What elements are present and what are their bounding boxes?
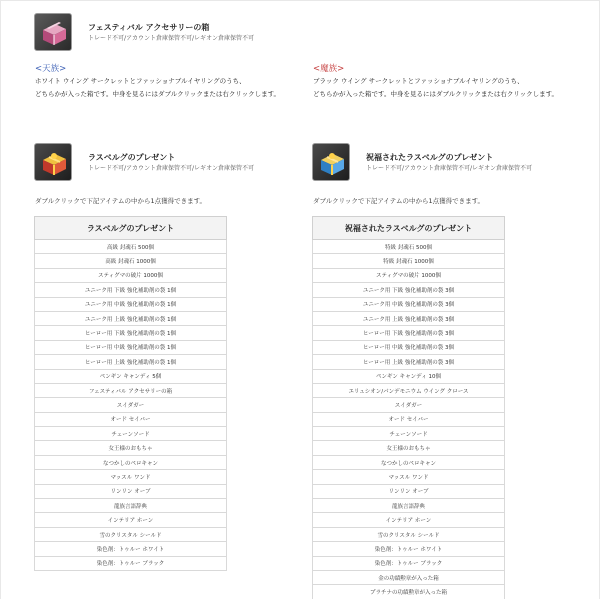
table-row <box>313 513 505 527</box>
table-cell: 高級 封魂石 500個 <box>35 240 227 254</box>
table-cell: スイダガー <box>35 398 227 412</box>
table-row <box>35 254 227 268</box>
table-row <box>313 355 505 369</box>
dark-race-line2: どちらかが入った箱です。中身を見るにはダブルクリックまたは右クリックします。 <box>313 90 559 98</box>
table-cell: チェーンソード <box>313 427 505 441</box>
table-cell: エリュシオン/パンデモニウム ウイング クロース <box>313 383 505 397</box>
table-cell: ヒーロー用 下級 強化補助剤の袋 3個 <box>313 326 505 340</box>
blessed-rasberg-present-table <box>312 216 505 599</box>
table-row <box>313 484 505 498</box>
table-cell: ユニーク用 下級 強化補助剤の袋 1個 <box>35 283 227 297</box>
rasberg-present-description: ダブルクリックで下記アイテムの中から1点獲得できます。 <box>35 197 207 205</box>
table-cell: オード セイバー <box>35 412 227 426</box>
table-row <box>313 326 505 340</box>
table-row <box>35 412 227 426</box>
table-row <box>35 311 227 325</box>
table-row <box>313 527 505 541</box>
table-cell: プラチナの功績勲章が入った箱 <box>313 585 505 599</box>
table-cell: 女王様のおもちゃ <box>313 441 505 455</box>
table-cell: ペンギン キャンディ 10個 <box>313 369 505 383</box>
table-cell: 染色剤：トゥルー ホワイト <box>35 542 227 556</box>
table-cell: 金の功績勲章が入った箱 <box>313 570 505 584</box>
table-cell: チェーンソード <box>35 427 227 441</box>
table-row <box>35 441 227 455</box>
dark-race-tag: <魔族> <box>313 64 345 74</box>
festival-box-title: フェスティバル アクセサリーの箱 <box>88 22 210 32</box>
table-cell: ヒーロー用 中級 強化補助剤の袋 3個 <box>313 340 505 354</box>
table-cell: ユニーク用 中級 強化補助剤の袋 1個 <box>35 297 227 311</box>
table-cell: 染色剤：トゥルー ブラック <box>35 556 227 570</box>
table-cell: なつかしのペロキャン <box>35 455 227 469</box>
festival-box-item <box>34 13 254 51</box>
table-cell: 特級 封魂石 500個 <box>313 240 505 254</box>
table-row <box>313 585 505 599</box>
table-cell: リンリン オーブ <box>313 484 505 498</box>
table-cell: なつかしのペロキャン <box>313 455 505 469</box>
table-row <box>313 470 505 484</box>
table-cell: 雪のクリスタル シールド <box>313 527 505 541</box>
table-cell: 女王様のおもちゃ <box>35 441 227 455</box>
table-cell: ユニーク用 上級 強化補助剤の袋 3個 <box>313 311 505 325</box>
table-cell: スティグマの破片 1000個 <box>313 268 505 282</box>
table-cell: 特級 封魂石 1000個 <box>313 254 505 268</box>
table-cell: ユニーク用 中級 強化補助剤の袋 3個 <box>313 297 505 311</box>
light-race-block <box>35 63 280 101</box>
table-row <box>313 283 505 297</box>
table-row <box>35 542 227 556</box>
table-row <box>35 297 227 311</box>
blessed-rasberg-present-description: ダブルクリックで下記アイテムの中から1点獲得できます。 <box>313 197 485 205</box>
rasberg-table-header: ラスベルグのプレゼント <box>35 217 227 240</box>
light-race-line2: どちらかが入った箱です。中身を見るにはダブルクリックまたは右クリックします。 <box>35 90 281 98</box>
table-cell: マッスル ワンド <box>35 470 227 484</box>
rasberg-present-title: ラスベルグのプレゼント <box>88 152 176 162</box>
table-row <box>313 311 505 325</box>
table-row <box>35 499 227 513</box>
blessed-rasberg-present-item <box>312 143 532 181</box>
table-cell: 龍族言語辞典 <box>313 499 505 513</box>
table-row <box>35 283 227 297</box>
gift-box-blue-icon <box>312 143 350 181</box>
festival-box-icon <box>34 13 72 51</box>
table-cell: ヒーロー用 上級 強化補助剤の袋 1個 <box>35 355 227 369</box>
table-cell: ヒーロー用 下級 強化補助剤の袋 1個 <box>35 326 227 340</box>
table-row <box>35 556 227 570</box>
table-cell: フェスティバル アクセサリーの箱 <box>35 383 227 397</box>
table-row <box>35 484 227 498</box>
table-cell: ヒーロー用 中級 強化補助剤の袋 1個 <box>35 340 227 354</box>
table-row <box>313 297 505 311</box>
table-row <box>313 455 505 469</box>
table-row <box>313 340 505 354</box>
table-cell: ヒーロー用 上級 強化補助剤の袋 3個 <box>313 355 505 369</box>
table-row <box>313 412 505 426</box>
table-cell: ユニーク用 上級 強化補助剤の袋 1個 <box>35 311 227 325</box>
table-row <box>313 240 505 254</box>
gift-box-red-icon <box>34 143 72 181</box>
table-row <box>35 340 227 354</box>
light-race-line1: ホワイト ウイング サークレットとファッショナブルイヤリングのうち、 <box>35 77 246 85</box>
table-cell: 染色剤：トゥルー ホワイト <box>313 542 505 556</box>
table-row <box>35 240 227 254</box>
blessed-rasberg-table-header: 祝福されたラスベルグのプレゼント <box>313 217 505 240</box>
table-row <box>313 556 505 570</box>
rasberg-present-subtitle: トレード不可/アカウント倉庫保管不可/レギオン倉庫保管不可 <box>88 164 254 172</box>
table-cell: オード セイバー <box>313 412 505 426</box>
table-row <box>313 499 505 513</box>
table-row <box>313 369 505 383</box>
table-row <box>313 268 505 282</box>
table-row <box>35 513 227 527</box>
table-cell: 染色剤：トゥルー ブラック <box>313 556 505 570</box>
table-row <box>313 254 505 268</box>
table-row <box>35 527 227 541</box>
table-row <box>313 441 505 455</box>
table-cell: インテリア ホーン <box>313 513 505 527</box>
dark-race-block <box>313 63 558 101</box>
table-cell: マッスル ワンド <box>313 470 505 484</box>
table-row <box>313 542 505 556</box>
light-race-tag: <天族> <box>35 64 67 74</box>
rasberg-present-item <box>34 143 254 181</box>
table-cell: ペンギン キャンディ 5個 <box>35 369 227 383</box>
table-row <box>35 427 227 441</box>
table-cell: スイダガー <box>313 398 505 412</box>
table-cell: ユニーク用 下級 強化補助剤の袋 3個 <box>313 283 505 297</box>
table-row <box>35 383 227 397</box>
table-row <box>35 355 227 369</box>
blessed-rasberg-present-title: 祝福されたラスベルグのプレゼント <box>366 152 494 162</box>
table-cell: インテリア ホーン <box>35 513 227 527</box>
table-row <box>35 268 227 282</box>
table-cell: リンリン オーブ <box>35 484 227 498</box>
table-row <box>35 326 227 340</box>
festival-box-subtitle: トレード不可/アカウント倉庫保管不可/レギオン倉庫保管不可 <box>88 34 254 42</box>
table-row <box>313 427 505 441</box>
table-cell: 雪のクリスタル シールド <box>35 527 227 541</box>
table-row <box>35 455 227 469</box>
table-row <box>35 398 227 412</box>
table-row <box>313 383 505 397</box>
table-cell: 龍族言語辞典 <box>35 499 227 513</box>
table-cell: 高級 封魂石 1000個 <box>35 254 227 268</box>
dark-race-line1: ブラック ウイング サークレットとファッショナブルイヤリングのうち、 <box>313 77 524 85</box>
table-row <box>35 369 227 383</box>
rasberg-present-table <box>34 216 227 571</box>
table-row <box>35 470 227 484</box>
table-row <box>313 570 505 584</box>
blessed-rasberg-present-subtitle: トレード不可/アカウント倉庫保管不可/レギオン倉庫保管不可 <box>366 164 532 172</box>
table-cell: スティグマの破片 1000個 <box>35 268 227 282</box>
table-row <box>313 398 505 412</box>
